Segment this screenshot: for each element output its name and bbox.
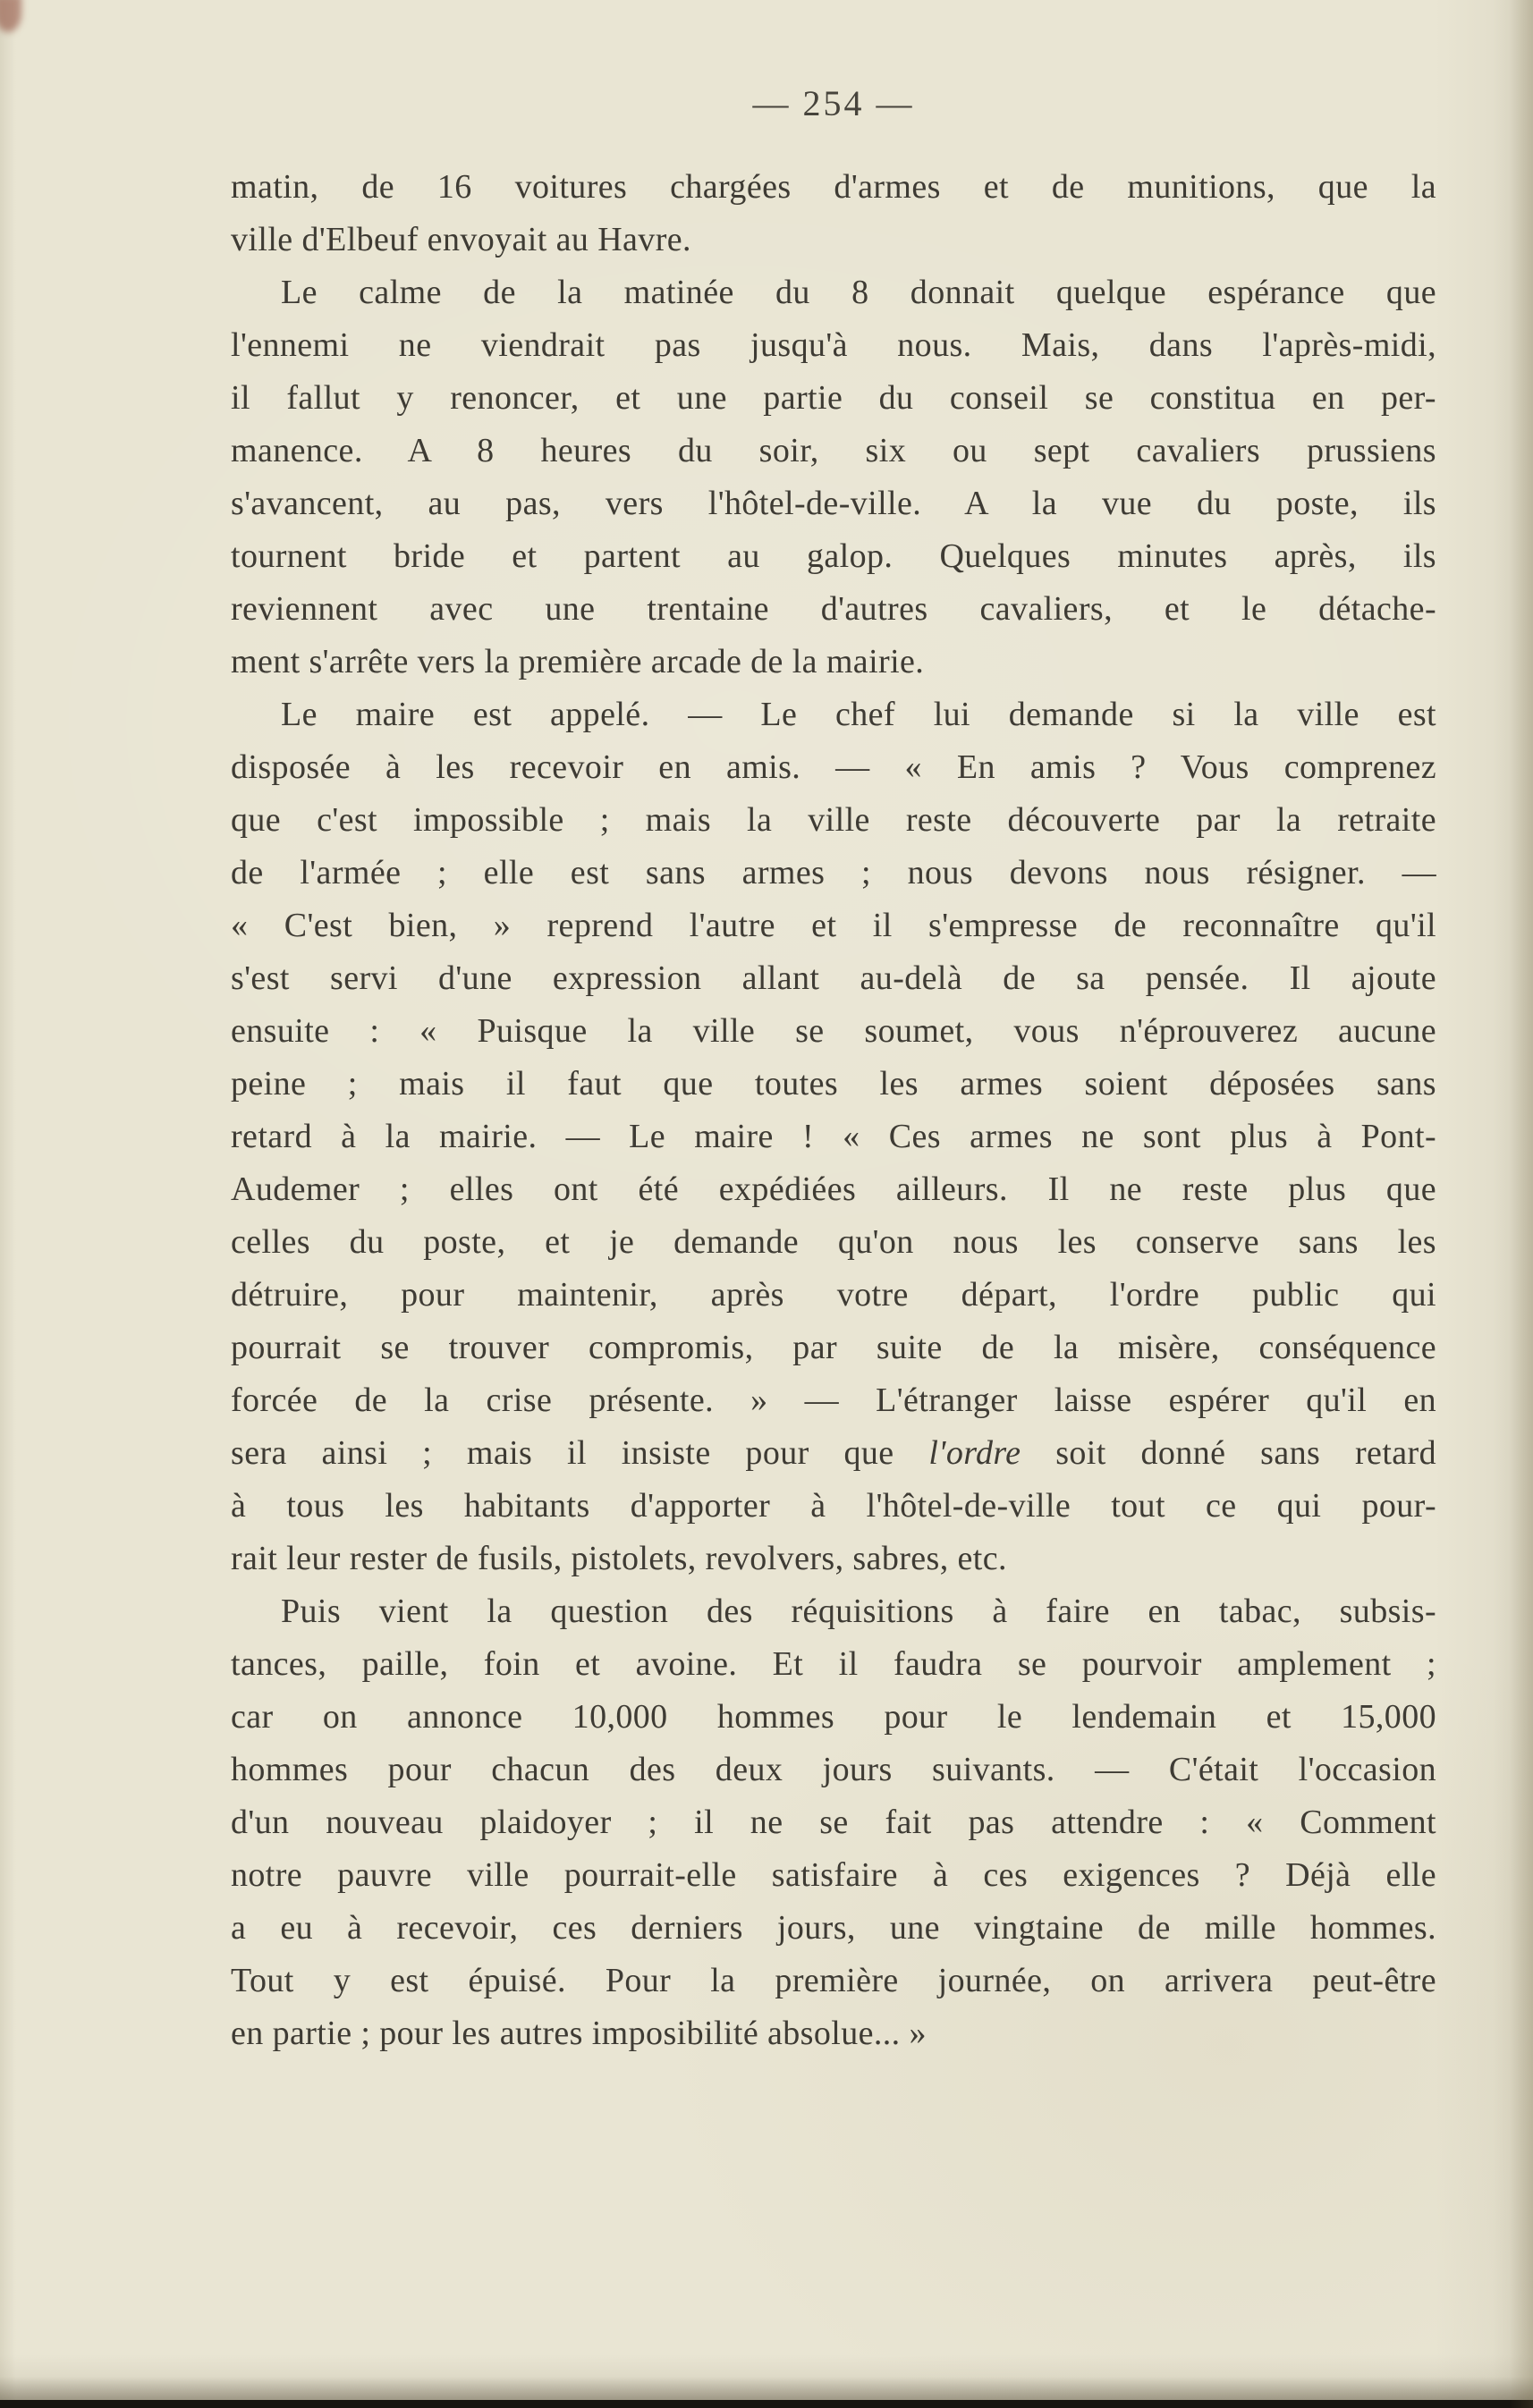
text-line: de l'armée ; elle est sans armes ; nous devons nous résigner. — [231,854,1436,891]
text-line: « C'est bien, » reprend l'autre et il s'empresse de reconnaître qu'il [231,907,1436,944]
text-line: il fallut y renoncer, et une partie du conseil se constitua en per- [231,379,1436,417]
text-line: s'avancent, au pas, vers l'hôtel-de-ville. A la vue du poste, ils [231,485,1436,522]
text-line: à tous les habitants d'apporter à l'hôtel-de-ville tout ce qui pour- [231,1487,1436,1525]
text-line [231,1427,1436,1480]
text-line: celles du poste, et je demande qu'on nous les conserve sans les [231,1223,1436,1261]
text-line: Le maire est appelé. — Le chef lui demande si la ville est [281,696,1436,733]
text-line: matin, de 16 voitures chargées d'armes et de munitions, que la [231,168,1436,206]
text-line: disposée à les recevoir en amis. — « En amis ? Vous comprenez [231,748,1436,786]
text-line: Audemer ; elles ont été expédiées ailleurs. Il ne reste plus que [231,1170,1436,1208]
text-line: pourrait se trouver compromis, par suite de la misère, conséquence [231,1329,1436,1366]
scan-edge-right [1510,0,1533,2408]
text-line: Le calme de la matinée du 8 donnait quelque espérance que [281,274,1436,311]
text-line: d'un nouveau plaidoyer ; il ne se fait pas attendre : « Comment [231,1804,1436,1841]
text-line: Tout y est épuisé. Pour la première journée, on arrivera peut-être [231,1962,1436,1999]
text-line: notre pauvre ville pourrait-elle satisfaire à ces exigences ? Déjà elle [231,1856,1436,1894]
text-line: hommes pour chacun des deux jours suivants. — C'était l'occasion [231,1751,1436,1788]
text-line: tances, paille, foin et avoine. Et il faudra se pourvoir amplement ; [231,1645,1436,1683]
text-line: manence. A 8 heures du soir, six ou sept cavaliers prussiens [231,432,1436,469]
text-segment: soit donné sans retard [1021,1434,1436,1472]
text-line: s'est servi d'une expression allant au-delà de sa pensée. Il ajoute [231,959,1436,997]
text-line: reviennent avec une trentaine d'autres cavaliers, et le détache- [231,590,1436,628]
text-line: retard à la mairie. — Le maire ! « Ces armes ne sont plus à Pont- [231,1118,1436,1155]
text-line: tournent bride et partent au galop. Quelques minutes après, ils [231,537,1436,575]
text-line: forcée de la crise présente. » — L'étranger laisse espérer qu'il en [231,1381,1436,1419]
text-line: ville d'Elbeuf envoyait au Havre. [231,221,691,258]
text-line: peine ; mais il faut que toutes les armes soient déposées sans [231,1065,1436,1103]
page-number: — 254 — [752,83,915,123]
text-line: l'ennemi ne viendrait pas jusqu'à nous. Mais, dans l'après-midi, [231,326,1436,364]
scan-edge-bottom [0,2400,1533,2408]
text-line: ment s'arrête vers la première arcade de la mairie. [231,643,925,680]
text-line: Puis vient la question des réquisitions à faire en tabac, subsis- [281,1593,1436,1630]
text-line: rait leur rester de fusils, pistolets, revolvers, sabres, etc. [231,1540,1007,1577]
text-line: a eu à recevoir, ces derniers jours, une vingtaine de mille hommes. [231,1909,1436,1947]
text-line: que c'est impossible ; mais la ville reste découverte par la retraite [231,801,1436,839]
text-line: détruire, pour maintenir, après votre départ, l'ordre public qui [231,1276,1436,1314]
text-line: en partie ; pour les autres imposibilité absolue... » [231,2015,927,2052]
text-block [231,161,1436,2060]
text-line: ensuite : « Puisque la ville se soumet, vous n'éprouverez aucune [231,1012,1436,1050]
scan-corner-mark [0,0,21,32]
text-line: car on annonce 10,000 hommes pour le lendemain et 15,000 [231,1698,1436,1736]
scan-bottom-shadow [0,2377,1533,2400]
italic-text-segment: l'ordre [928,1434,1021,1472]
text-segment: sera ainsi ; mais il insiste pour que [231,1434,929,1472]
